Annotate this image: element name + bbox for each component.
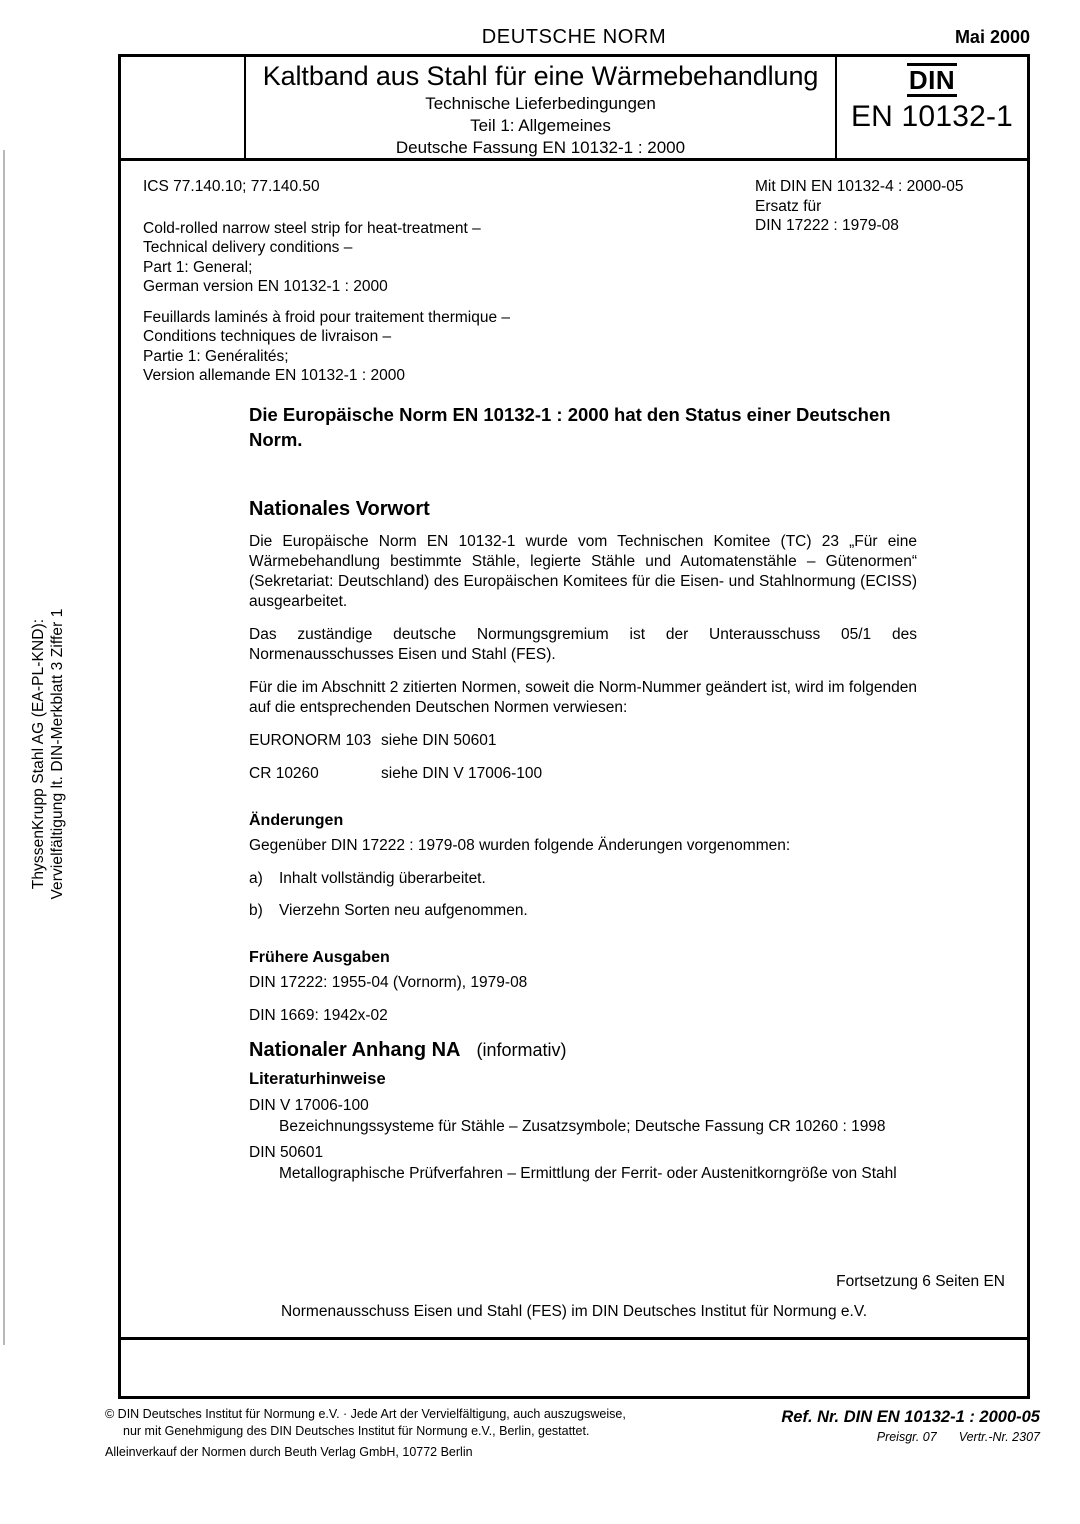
ref-number: Ref. Nr. DIN EN 10132-1 : 2000-05: [781, 1408, 1040, 1426]
din-logo: DIN: [908, 65, 956, 95]
english-title-line-2: Technical delivery conditions –: [143, 239, 353, 256]
french-title: [143, 308, 703, 386]
fruehere-ausgaben-heading: Frühere Ausgaben: [249, 949, 390, 966]
literature-key: DIN 50601: [249, 1144, 324, 1161]
owner-stamp-line-2: Vervielfältigung lt. DIN-Merkblatt 3 Ziffer 1: [49, 608, 66, 900]
blank-row: [121, 1340, 1027, 1396]
reference-target: siehe DIN 50601: [381, 732, 497, 749]
vorwort-paragraph-2: Das zuständige deutsche Normungsgremium ist der Unterausschuss 05/1 des Normenausschusses Eisen und Stahl (FES).: [249, 626, 917, 663]
committee-name: Normenausschuss Eisen und Stahl (FES) im DIN Deutsches Institut für Normung e.V.: [280, 1303, 868, 1320]
english-title: [143, 219, 703, 297]
copyright-line-1: © DIN Deutsches Institut für Normung e.V. · Jede Art der Vervielfältigung, auch auszugsweise,: [105, 1407, 626, 1421]
document-header: [118, 26, 1030, 50]
reference-row: [249, 731, 917, 751]
english-title-line-4: German version EN 10132-1 : 2000: [143, 278, 388, 295]
committee-row: [121, 1290, 1027, 1340]
french-title-line-4: Version allemande EN 10132-1 : 2000: [143, 367, 405, 384]
title-block: [121, 57, 1027, 161]
list-text: Vierzehn Sorten neu aufgenommen.: [279, 902, 528, 919]
title-left-cell: [121, 57, 246, 158]
document-title: Kaltband aus Stahl für eine Wärmebehandlung: [262, 61, 819, 91]
vorwort-heading: Nationales Vorwort: [249, 498, 430, 520]
ersatz-label: Ersatz für: [755, 197, 822, 215]
left-margin-rule: [3, 150, 5, 1345]
fruehere-ausgaben-item: DIN 17222: 1955-04 (Vornorm), 1979-08: [249, 974, 528, 991]
annex-informative-label: (informativ): [476, 1040, 567, 1060]
deutsche-norm-label: DEUTSCHE NORM: [481, 26, 667, 48]
status-note: Die Europäische Norm EN 10132-1 : 2000 hat den Status einer Deutschen Norm.: [249, 404, 891, 450]
body-content: [249, 402, 917, 1039]
owner-stamp: [29, 554, 67, 954]
annex-title: Nationaler Anhang NA: [249, 1039, 461, 1061]
copyright-line-2: nur mit Genehmigung des DIN Deutsches Institut für Normung e.V., Berlin, gestattet.: [123, 1423, 590, 1438]
reference-row: [249, 764, 917, 784]
price-group: Preisgr. 07: [876, 1430, 937, 1444]
aenderungen-heading: Änderungen: [249, 812, 344, 829]
publication-date: Mai 2000: [954, 27, 1030, 47]
fruehere-ausgaben-item: DIN 1669: 1942x-02: [249, 1007, 388, 1024]
french-title-line-2: Conditions techniques de livraison –: [143, 328, 392, 345]
national-annex: [249, 1037, 939, 1189]
literature-heading: Literaturhinweise: [249, 1070, 386, 1088]
list-item: [249, 869, 917, 889]
distribution-number: Vertr.-Nr. 2307: [958, 1430, 1040, 1444]
english-title-line-1: Cold-rolled narrow steel strip for heat-treatment –: [143, 219, 481, 237]
literature-description: Metallographische Prüfverfahren – Ermittlung der Ferrit- oder Austenitkorngröße von Stahl: [279, 1165, 897, 1182]
replacement-block: [755, 177, 1005, 236]
owner-stamp-line-1: ThyssenKrupp Stahl AG (EA-PL-KND):: [30, 618, 47, 890]
literature-key: DIN V 17006-100: [249, 1097, 369, 1114]
document-subtitle-3: Deutsche Fassung EN 10132-1 : 2000: [395, 138, 686, 157]
with-standard: Mit DIN EN 10132-4 : 2000-05: [755, 178, 964, 195]
aenderungen-intro: Gegenüber DIN 17222 : 1979-08 wurden folgende Änderungen vorgenommen:: [249, 837, 791, 854]
list-text: Inhalt vollständig überarbeitet.: [279, 870, 486, 887]
continuation-note: Fortsetzung 6 Seiten EN: [836, 1273, 1005, 1290]
vorwort-paragraph-3: Für die im Abschnitt 2 zitierten Normen, soweit die Norm-Nummer geändert ist, wird im folgenden auf die entsprechenden Deutschen Normen verwiesen:: [249, 679, 917, 716]
list-marker: b): [249, 902, 263, 919]
reference-source: CR 10260: [249, 765, 319, 782]
reference-source: EURONORM 103: [249, 732, 372, 749]
list-item: [249, 901, 917, 921]
vorwort-paragraph-1: Die Europäische Norm EN 10132-1 wurde vom Technischen Komitee (TC) 23 „Für eine Wärmebehandlung bestimmte Stähle, legierte Stähle und Automatenstähle – Gütenormen“ (Sekretariat: Deutschland) des Europäischen Komitees für die Eisen- und Stahlnormung (ECISS) ausgearbeitet.: [249, 533, 917, 610]
english-title-line-3: Part 1: General;: [143, 258, 253, 276]
reference-block: [781, 1406, 1040, 1446]
copyright-block: [105, 1406, 705, 1461]
title-center-cell: [246, 57, 835, 158]
page-frame: [118, 54, 1030, 1399]
document-subtitle-1: Technische Lieferbedingungen: [425, 94, 656, 113]
french-title-line-1: Feuillards laminés à froid pour traitement thermique –: [143, 308, 511, 326]
page-footer: [105, 1406, 1040, 1486]
din-logo-cell: [835, 57, 1027, 158]
ersatz-value: DIN 17222 : 1979-08: [755, 217, 899, 234]
ics-codes: ICS 77.140.10; 77.140.50: [143, 178, 320, 195]
list-marker: a): [249, 870, 263, 887]
standard-number: EN 10132-1: [850, 100, 1014, 133]
price-and-dist: [781, 1428, 1040, 1446]
document-subtitle-2: Teil 1: Allgemeines: [470, 116, 611, 135]
ics-block: [143, 177, 703, 397]
literature-description: Bezeichnungssysteme für Stähle – Zusatzsymbole; Deutsche Fassung CR 10260 : 1998: [279, 1118, 886, 1135]
annex-title-row: [249, 1037, 939, 1064]
copyright-line-3: Alleinverkauf der Normen durch Beuth Verlag GmbH, 10772 Berlin: [105, 1445, 473, 1459]
reference-target: siehe DIN V 17006-100: [381, 765, 543, 782]
french-title-line-3: Partie 1: Genéralités;: [143, 347, 289, 365]
